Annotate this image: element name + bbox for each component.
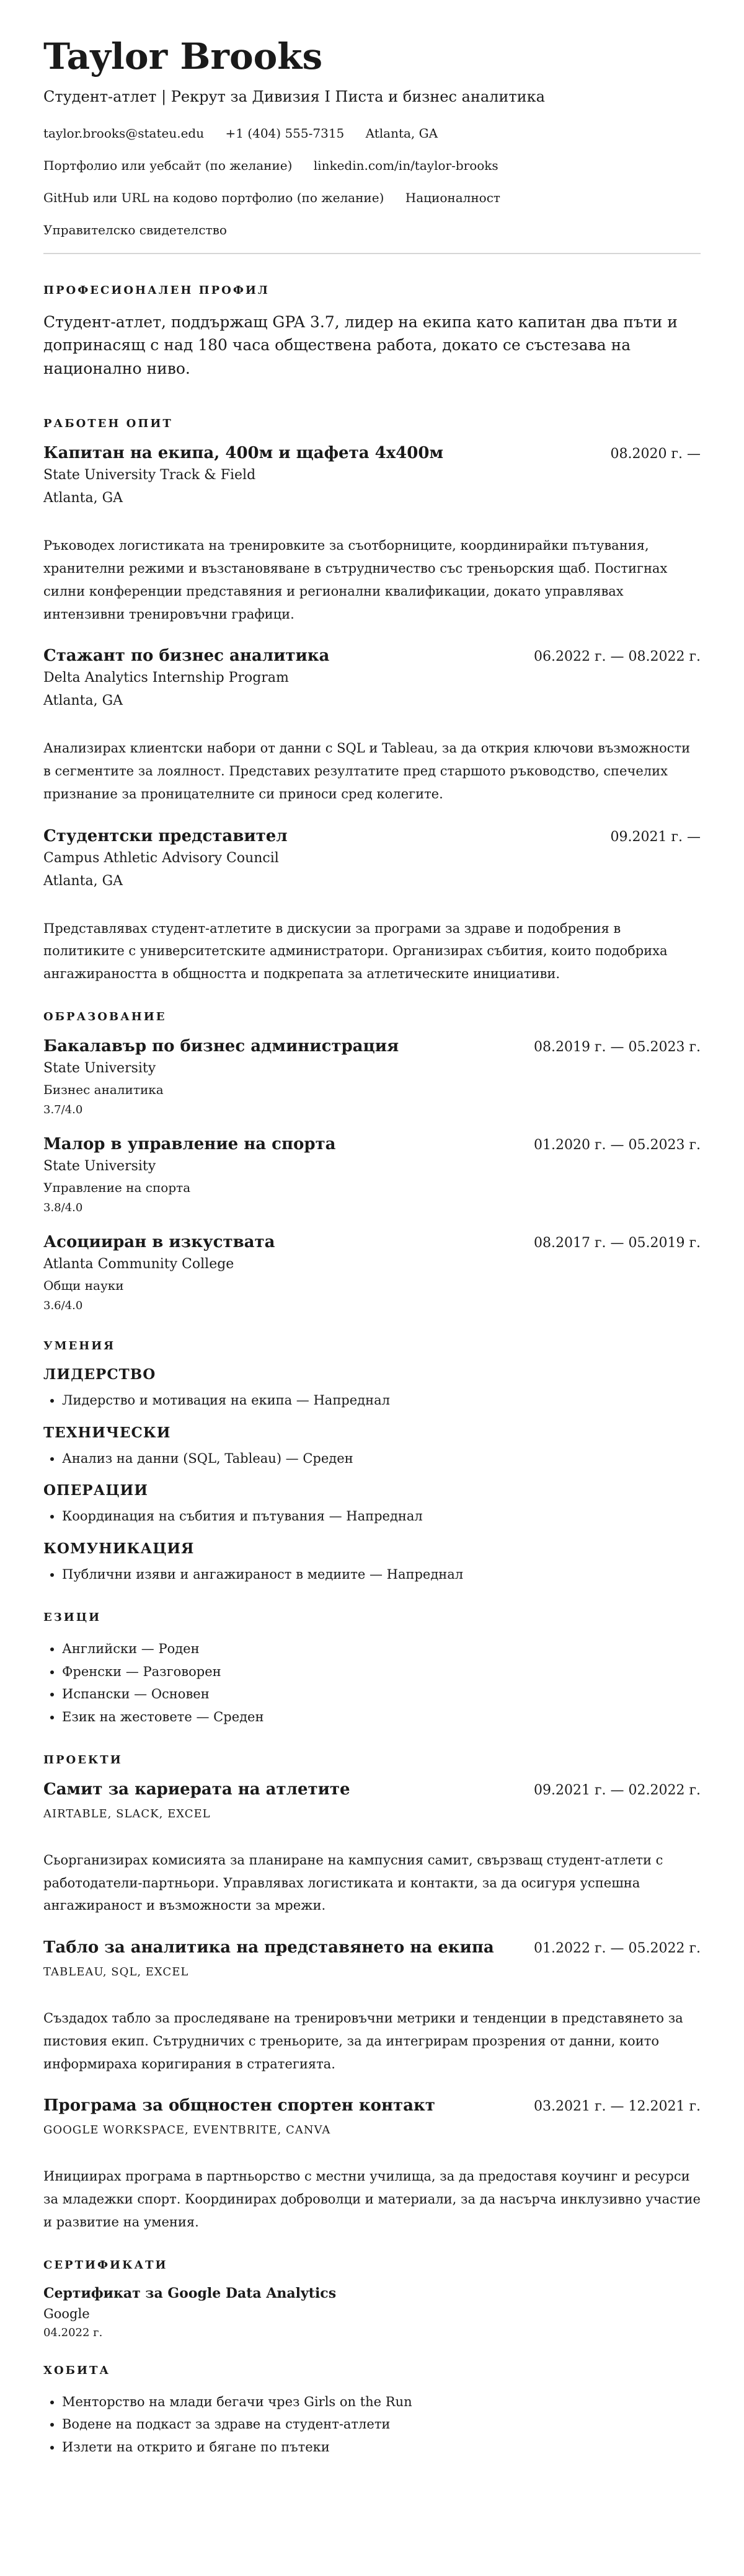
degree-title: Бакалавър по бизнес администрация [43, 1036, 399, 1056]
education-section [43, 1010, 701, 1312]
skill-group-title: КОМУНИКАЦИЯ [43, 1540, 195, 1558]
education-date: 08.2019 г. — 05.2023 г. [534, 1039, 701, 1055]
project-entry [43, 1780, 701, 1917]
project-tech: AIRTABLE, SLACK, EXCEL [43, 1807, 211, 1820]
project-name: Самит за кариерата на атлетите [43, 1780, 350, 1799]
language-item: • Английски — Роден [62, 1638, 701, 1661]
job-title: Капитан на екипа, 400м и щафета 4x400м [43, 444, 444, 463]
project-date: 09.2021 г. — 02.2022 г. [534, 1782, 701, 1798]
skill-item: • Координация на събития и пътувания — Напреднал [62, 1505, 701, 1528]
gpa: 3.6/4.0 [43, 1299, 83, 1312]
job-date: 08.2020 г. — [610, 446, 701, 462]
experience-entry [43, 444, 701, 625]
degree-title: Малор в управление на спорта [43, 1134, 336, 1153]
gpa: 3.7/4.0 [43, 1103, 83, 1116]
education-entry [43, 1135, 701, 1214]
email[interactable]: taylor.brooks@stateu.edu [43, 125, 205, 141]
job-organization: Campus Athletic Advisory Council [43, 850, 279, 866]
experience-entry [43, 827, 701, 986]
skill-group-title: ТЕХНИЧЕСКИ [43, 1424, 171, 1441]
contact-line-3 [43, 188, 701, 207]
job-description: Представлявах студент-атлетите в дискусии за програми за здраве и подобрения в политиките с университетските администратори. Организирах събития, които подобриха ангажираността в общността и подкрепата за атлетическите инициативи. [43, 920, 668, 982]
profile-section [43, 284, 701, 381]
project-date: 01.2022 г. — 05.2022 г. [534, 1941, 701, 1957]
portfolio-link[interactable]: Портфолио или уебсайт (по желание) [43, 157, 293, 173]
project-entry [43, 1938, 701, 2075]
language-item: • Език на жестовете — Среден [62, 1706, 701, 1729]
skills-section [43, 1339, 701, 1586]
skill-group-title: ЛИДЕРСТВО [43, 1365, 156, 1383]
experience-entry [43, 646, 701, 805]
job-description: Анализирах клиентски набори от данни с SQL и Tableau, за да открия ключови възможности в сегментите за лоялност. Представих резултатите пред старшото ръководство, спечелих признание за проницателните си приноси сред колегите. [43, 741, 691, 801]
location: Atlanta, GA [365, 125, 438, 141]
education-entry [43, 1037, 701, 1116]
project-date: 03.2021 г. — 12.2021 г. [534, 2099, 701, 2115]
skill-item: • Публични изяви и ангажираност в медиите — Напреднал [62, 1563, 701, 1586]
contact-line-4 [43, 221, 701, 239]
section-title-experience: РАБОТЕН ОПИТ [43, 417, 173, 431]
candidate-name: Taylor Brooks [43, 35, 323, 77]
profile-summary: Студент-атлет, поддържащ GPA 3.7, лидер на екипа като капитан два пъти и допринасящ с над 180 часа обществена работа, докато се състезава на национално ниво. [43, 312, 678, 377]
hobby-item: • Излети на открито и бягане по пътеки [62, 2436, 701, 2459]
language-item: • Френски — Разговорен [62, 1661, 701, 1683]
education-entry [43, 1233, 701, 1312]
section-title-certificates: СЕРТИФИКАТИ [43, 2258, 168, 2272]
job-organization: Delta Analytics Internship Program [43, 670, 289, 686]
certificate-issuer: Google [43, 2306, 90, 2321]
projects-section [43, 1753, 701, 2234]
education-date: 01.2020 г. — 05.2023 г. [534, 1137, 701, 1153]
education-date: 08.2017 г. — 05.2019 г. [534, 1235, 701, 1251]
degree-title: Асоцииран в изкуствата [43, 1232, 275, 1251]
job-date: 09.2021 г. — [610, 829, 701, 845]
github-link[interactable]: GitHub или URL на кодово портфолио (по желание) [43, 190, 384, 205]
license: Управителско свидетелство [43, 222, 227, 237]
project-entry [43, 2096, 701, 2233]
resume-header [43, 37, 701, 239]
job-title: Стажант по бизнес аналитика [43, 646, 330, 666]
job-location: Atlanta, GA [43, 693, 123, 709]
headline: Студент-атлет | Рекрут за Дивизия I Писта и бизнес аналитика [43, 87, 545, 105]
certificate-date: 04.2022 г. [43, 2326, 103, 2339]
section-title-profile: ПРОФЕСИОНАЛЕН ПРОФИЛ [43, 283, 270, 297]
job-description: Ръководех логистиката на тренировките за съотборниците, координирайки пътувания, хранителни режими и възстановяване в сътрудничество със треньорския щаб. Постигнах силни конференции представяния и регионални квалификации, докато управлявах интензивни тренировъчни графици. [43, 538, 668, 622]
school-name: Atlanta Community College [43, 1256, 234, 1272]
language-list [43, 1638, 701, 1729]
job-title: Студентски представител [43, 826, 288, 845]
job-organization: State University Track & Field [43, 467, 256, 483]
languages-section [43, 1611, 701, 1729]
section-title-education: ОБРАЗОВАНИЕ [43, 1010, 167, 1023]
skill-group-title: ОПЕРАЦИИ [43, 1482, 148, 1499]
header-divider [43, 253, 701, 254]
gpa: 3.8/4.0 [43, 1201, 83, 1214]
hobby-item: • Водене на подкаст за здраве на студент-атлети [62, 2413, 701, 2436]
project-description: Инициирах програма в партньорство с местни училища, за да предоставя коучинг и ресурси за младежки спорт. Координирах доброволци и материали, за да насърча инклузивно участие и развитие на умения. [43, 2169, 701, 2230]
skill-item: • Лидерство и мотивация на екипа — Напреднал [62, 1389, 701, 1412]
experience-section [43, 417, 701, 986]
certificate-name: Сертификат за Google Data Analytics [43, 2285, 337, 2301]
project-name: Програма за общностен спортен контакт [43, 2096, 435, 2115]
project-tech: TABLEAU, SQL, EXCEL [43, 1965, 189, 1979]
field-of-study: Бизнес аналитика [43, 1082, 164, 1097]
project-name: Табло за аналитика на представянето на екипа [43, 1938, 494, 1957]
skill-item: • Анализ на данни (SQL, Tableau) — Среден [62, 1447, 701, 1470]
project-tech: GOOGLE WORKSPACE, EVENTBRITE, CANVA [43, 2124, 331, 2137]
nationality: Националност [405, 190, 500, 205]
hobby-list [43, 2391, 701, 2459]
job-date: 06.2022 г. — 08.2022 г. [534, 649, 701, 665]
certificates-section [43, 2259, 701, 2339]
skill-list [43, 1563, 701, 1586]
section-title-hobbies: ХОБИТА [43, 2363, 111, 2377]
project-description: Създадох табло за проследяване на тренировъчни метрики и тенденции в представянето за пистовия екип. Сътрудничих с треньорите, за да интегрирам прозрения от данни, които информираха коригирания в стратегията. [43, 2011, 683, 2071]
job-location: Atlanta, GA [43, 490, 123, 506]
linkedin-link[interactable]: linkedin.com/in/taylor-brooks [313, 157, 498, 173]
section-title-projects: ПРОЕКТИ [43, 1753, 123, 1767]
section-title-skills: УМЕНИЯ [43, 1339, 116, 1352]
contact-line-1 [43, 124, 701, 143]
contact-line-2 [43, 156, 701, 175]
school-name: State University [43, 1158, 156, 1174]
field-of-study: Управление на спорта [43, 1180, 191, 1195]
project-description: Сьорганизирах комисията за планиране на кампусния самит, свързващ студент-атлети с работодатели-партньори. Управлявах логистиката и контакти, за да осигуря успешна ангажираност и възможности за мрежи. [43, 1852, 663, 1913]
phone[interactable]: +1 (404) 555-7315 [225, 125, 345, 141]
skill-list [43, 1389, 701, 1412]
skill-list [43, 1447, 701, 1470]
job-location: Atlanta, GA [43, 873, 123, 889]
hobby-item: • Менторство на млади бегачи чрез Girls on the Run [62, 2391, 701, 2414]
hobbies-section [43, 2364, 701, 2459]
skill-list [43, 1505, 701, 1528]
language-item: • Испански — Основен [62, 1683, 701, 1706]
school-name: State University [43, 1060, 156, 1076]
field-of-study: Общи науки [43, 1277, 124, 1293]
section-title-languages: ЕЗИЦИ [43, 1610, 102, 1624]
